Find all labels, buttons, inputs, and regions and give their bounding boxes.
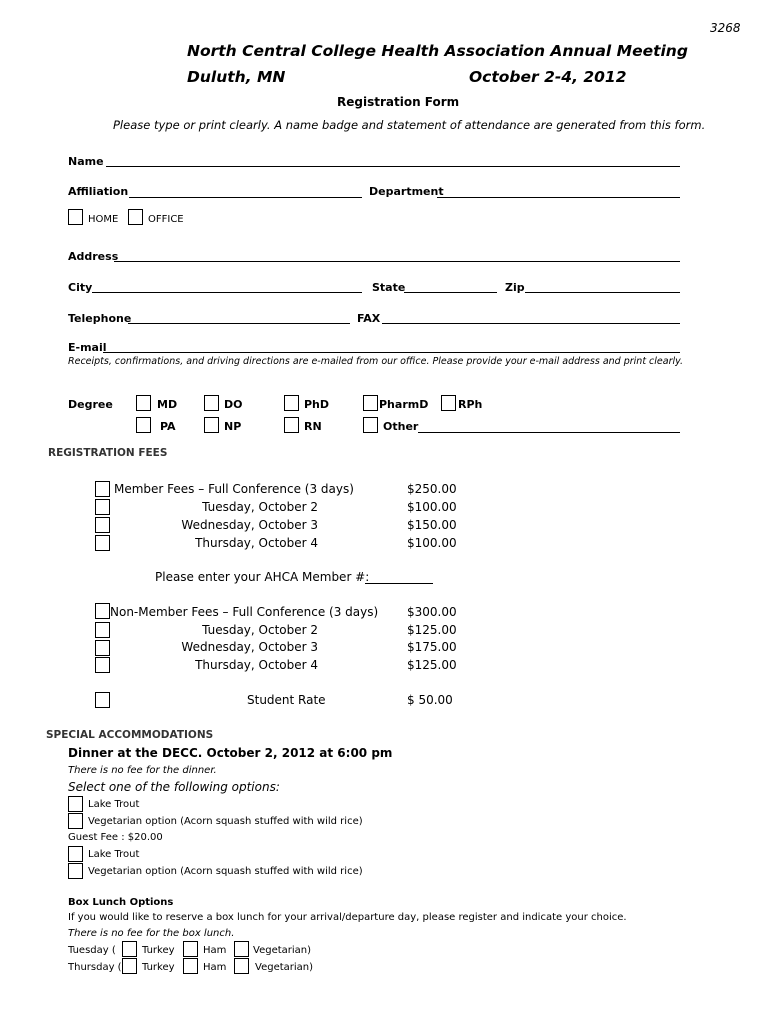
student-rate-price: $ 50.00 [407,693,453,707]
degree-other-label: Other [383,420,419,433]
member-full-label: Member Fees – Full Conference (3 days) [114,482,354,496]
tuesday-vegetarian-label: Vegetarian) [253,945,312,956]
member-wednesday-price: $150.00 [407,518,457,532]
nonmember-tuesday-price: $125.00 [407,623,457,637]
degree-np-checkbox[interactable] [204,417,219,433]
zip-field[interactable] [525,292,680,293]
member-tuesday-label: Tuesday, October 2 [202,500,318,514]
guest-trout-checkbox[interactable] [68,846,83,862]
thursday-turkey-label: Turkey [142,962,175,973]
dinner-note: There is no fee for the dinner. [68,765,217,776]
nonmember-thursday-price: $125.00 [407,658,457,672]
degree-phd-checkbox[interactable] [284,395,299,411]
guest-fee: Guest Fee : $20.00 [68,832,163,843]
fax-field[interactable] [382,323,680,324]
dinner-trout-label: Lake Trout [88,799,140,810]
affiliation-label: Affiliation [68,185,129,198]
dinner-veg-label: Vegetarian option (Acorn squash stuffed with wild rice) [88,816,363,827]
thursday-lunch-label: Thursday ( [68,962,122,973]
address-field[interactable] [114,261,680,262]
office-label: OFFICE [148,214,184,225]
nonmember-thursday-checkbox[interactable] [95,657,110,673]
degree-pharmd-label: PharmD [379,398,429,411]
member-tuesday-checkbox[interactable] [95,499,110,515]
tuesday-vegetarian-checkbox[interactable] [234,941,249,957]
degree-phd-label: PhD [304,398,330,411]
nonmember-tuesday-label: Tuesday, October 2 [202,623,318,637]
email-label: E-mail [68,341,107,354]
degree-do-label: DO [224,398,243,411]
member-tuesday-price: $100.00 [407,500,457,514]
tuesday-lunch-label: Tuesday ( [68,945,116,956]
meeting-location: Duluth, MN [187,68,286,86]
office-checkbox[interactable] [128,209,143,225]
tuesday-turkey-checkbox[interactable] [122,941,137,957]
home-label: HOME [88,214,119,225]
zip-label: Zip [505,281,525,294]
box-lunch-description: If you would like to reserve a box lunch for your arrival/departure day, please register and indicate your choice. [68,912,627,923]
degree-label: Degree [68,398,113,411]
degree-rph-label: RPh [458,398,483,411]
degree-np-label: NP [224,420,242,433]
thursday-turkey-checkbox[interactable] [122,958,137,974]
form-subtitle: Registration Form [337,95,460,109]
thursday-ham-label: Ham [203,962,227,973]
member-thursday-price: $100.00 [407,536,457,550]
dinner-trout-checkbox[interactable] [68,796,83,812]
telephone-label: Telephone [68,312,132,325]
member-thursday-checkbox[interactable] [95,535,110,551]
guest-veg-checkbox[interactable] [68,863,83,879]
nonmember-wednesday-price: $175.00 [407,640,457,654]
address-label: Address [68,250,119,263]
fax-label: FAX [357,312,381,325]
dinner-title: Dinner at the DECC. October 2, 2012 at 6:00 pm [68,746,393,760]
thursday-vegetarian-checkbox[interactable] [234,958,249,974]
student-rate-label: Student Rate [247,693,326,707]
guest-veg-label: Vegetarian option (Acorn squash stuffed with wild rice) [88,866,363,877]
city-field[interactable] [92,292,362,293]
box-lunch-note: There is no fee for the box lunch. [68,928,235,939]
student-rate-checkbox[interactable] [95,692,110,708]
meeting-dates: October 2-4, 2012 [469,68,627,86]
home-checkbox[interactable] [68,209,83,225]
instructions: Please type or print clearly. A name badge and statement of attendance are generated from this form. [113,118,706,132]
degree-pa-label: PA [160,420,176,433]
registration-fees-heading: REGISTRATION FEES [48,447,168,459]
telephone-field[interactable] [128,323,350,324]
thursday-vegetarian-label: Vegetarian) [255,962,314,973]
nonmember-full-label: Non-Member Fees – Full Conference (3 days) [110,605,379,619]
member-wednesday-label: Wednesday, October 3 [181,518,318,532]
box-lunch-title: Box Lunch Options [68,897,174,908]
member-full-price: $250.00 [407,482,457,496]
name-label: Name [68,155,104,168]
department-field[interactable] [437,197,680,198]
select-prompt: Select one of the following options: [68,780,280,794]
tuesday-turkey-label: Turkey [142,945,175,956]
member-number-field[interactable] [365,583,433,584]
nonmember-full-price: $300.00 [407,605,457,619]
degree-md-checkbox[interactable] [136,395,151,411]
page-title: North Central College Health Association Annual Meeting [187,42,688,60]
member-wednesday-checkbox[interactable] [95,517,110,533]
degree-rn-checkbox[interactable] [284,417,299,433]
member-number-prompt: Please enter your AHCA Member #: [155,570,370,584]
tuesday-ham-checkbox[interactable] [183,941,198,957]
guest-trout-label: Lake Trout [88,849,140,860]
state-label: State [372,281,406,294]
affiliation-field[interactable] [129,197,362,198]
email-note: Receipts, confirmations, and driving directions are e-mailed from our office. Please provide your e-mail address and print clearly. [68,356,684,367]
nonmember-thursday-label: Thursday, October 4 [195,658,318,672]
nonmember-wednesday-checkbox[interactable] [95,640,110,656]
name-field[interactable] [106,166,680,167]
tuesday-ham-label: Ham [203,945,227,956]
nonmember-full-checkbox[interactable] [95,603,110,619]
degree-other-field[interactable] [418,432,680,433]
member-thursday-label: Thursday, October 4 [195,536,318,550]
degree-other-checkbox[interactable] [363,417,378,433]
nonmember-wednesday-label: Wednesday, October 3 [181,640,318,654]
degree-pharmd-checkbox[interactable] [363,395,378,411]
dinner-veg-checkbox[interactable] [68,813,83,829]
special-accommodations-heading: SPECIAL ACCOMMODATIONS [46,729,214,741]
form-number: 3268 [710,21,741,35]
email-field[interactable] [103,352,680,353]
degree-rn-label: RN [304,420,322,433]
member-full-checkbox[interactable] [95,481,110,497]
degree-rph-checkbox[interactable] [441,395,456,411]
degree-md-label: MD [157,398,178,411]
state-field[interactable] [404,292,497,293]
department-label: Department [369,185,444,198]
degree-do-checkbox[interactable] [204,395,219,411]
thursday-ham-checkbox[interactable] [183,958,198,974]
degree-pa-checkbox[interactable] [136,417,151,433]
nonmember-tuesday-checkbox[interactable] [95,622,110,638]
city-label: City [68,281,93,294]
